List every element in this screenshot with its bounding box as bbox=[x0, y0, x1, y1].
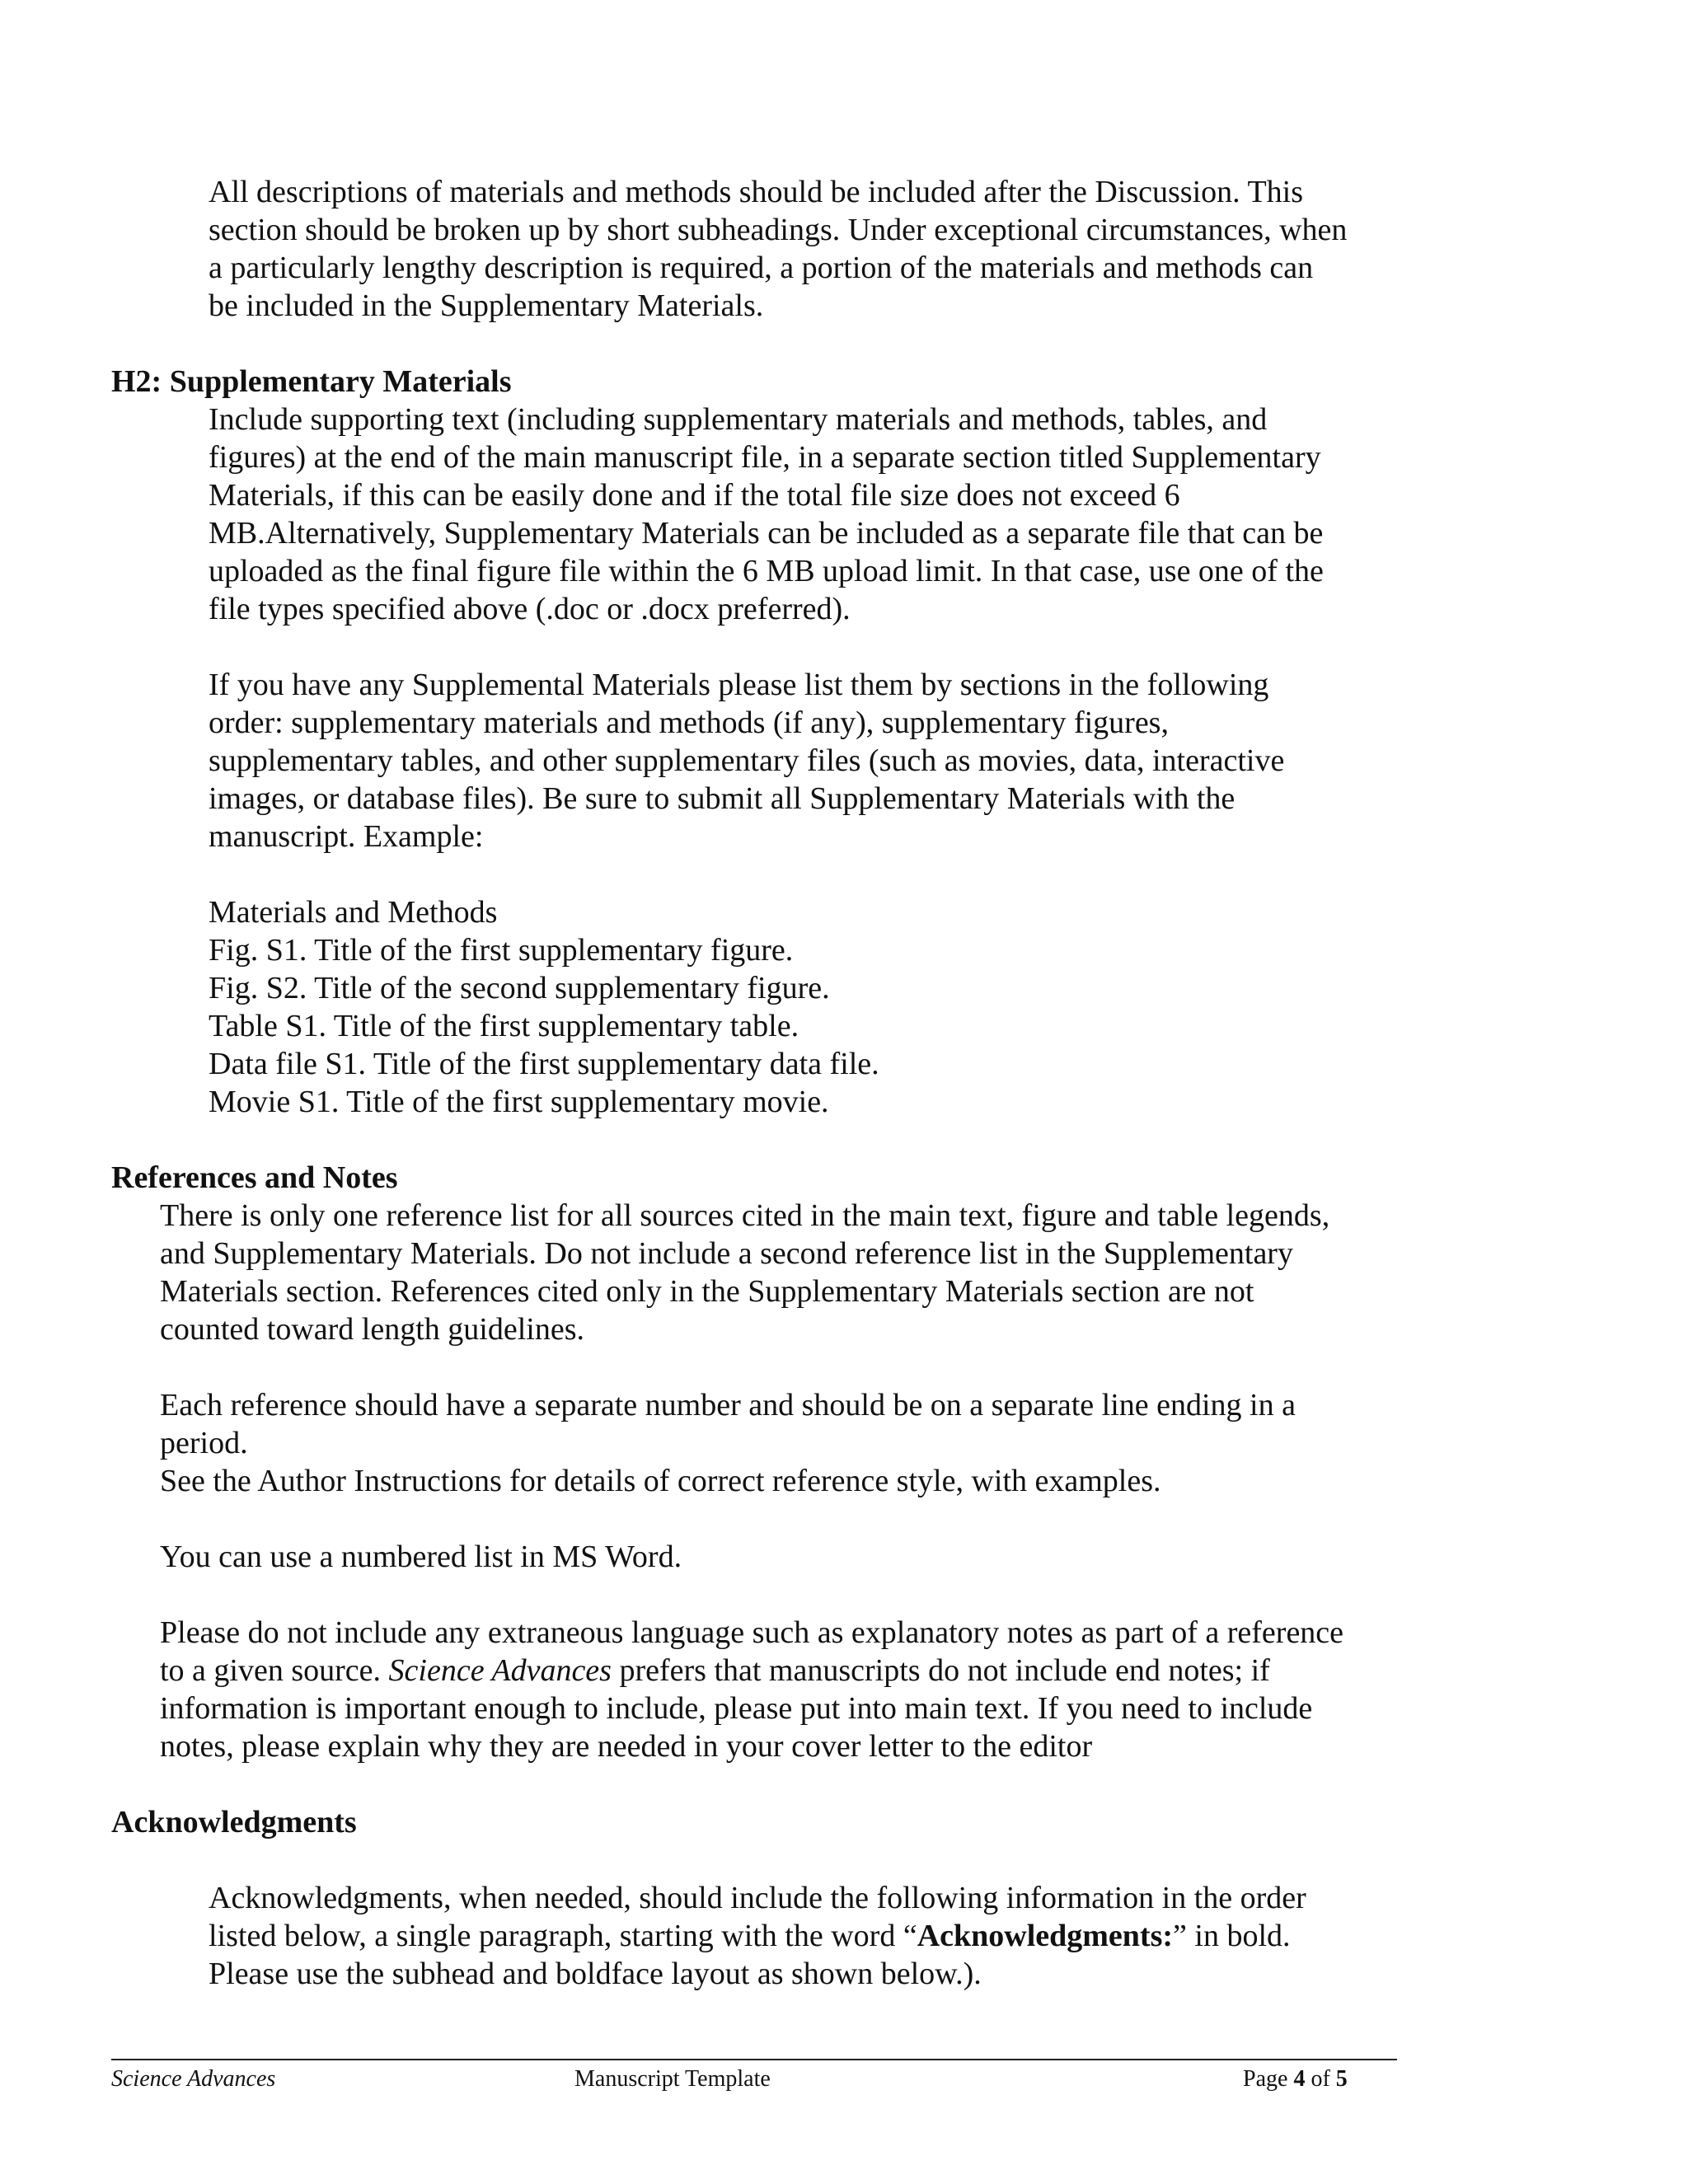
paragraph-line: supplementary tables, and other supplementary files (such as movies, data, interactive bbox=[209, 743, 1285, 778]
page-total: 5 bbox=[1335, 2066, 1348, 2092]
acknowledgments-heading: Acknowledgments bbox=[111, 1805, 357, 1840]
paragraph-line: order: supplementary materials and methods (if any), supplementary figures, bbox=[209, 705, 1169, 740]
example-item: Data file S1. Title of the first supplementary data file. bbox=[209, 1047, 879, 1081]
footer-page-number bbox=[1243, 2065, 1348, 2093]
example-item: Table S1. Title of the first supplementary table. bbox=[209, 1009, 799, 1043]
paragraph-line: If you have any Supplemental Materials please list them by sections in the following bbox=[209, 668, 1269, 702]
paragraph-line: information is important enough to include, please put into main text. If you need to include bbox=[160, 1691, 1313, 1726]
paragraph-line: manuscript. Example: bbox=[209, 819, 484, 854]
references-paragraph-1 bbox=[160, 1197, 1404, 1348]
paragraph-line: Please use the subhead and boldface layout as shown below.). bbox=[209, 1957, 982, 1991]
intro-line: a particularly lengthy description is required, a portion of the materials and methods can bbox=[209, 251, 1314, 285]
paragraph-line: notes, please explain why they are needed in your cover letter to the editor bbox=[160, 1729, 1093, 1764]
journal-name-italic: Science Advances bbox=[388, 1653, 612, 1688]
paragraph-line: There is only one reference list for all sources cited in the main text, figure and table legends, bbox=[160, 1198, 1330, 1233]
paragraph-line: Acknowledgments, when needed, should include the following information in the order bbox=[209, 1881, 1306, 1915]
references-paragraph-2 bbox=[160, 1386, 1404, 1500]
text-run: ” in bold. bbox=[1173, 1919, 1291, 1953]
references-paragraph-3 bbox=[160, 1538, 1404, 1576]
paragraph-line: Please do not include any extraneous language such as explanatory notes as part of a reference bbox=[160, 1615, 1344, 1650]
example-item: Movie S1. Title of the first supplementary movie. bbox=[209, 1085, 829, 1119]
paragraph-line: counted toward length guidelines. bbox=[160, 1312, 584, 1347]
supplementary-example-list bbox=[209, 893, 1404, 1121]
paragraph-line: Each reference should have a separate number and should be on a separate line ending in a bbox=[160, 1388, 1296, 1422]
acknowledgments-paragraph bbox=[209, 1879, 1404, 1993]
paragraph-line: Include supporting text (including supplementary materials and methods, tables, and bbox=[209, 402, 1268, 437]
intro-line: section should be broken up by short subheadings. Under exceptional circumstances, when bbox=[209, 213, 1348, 247]
text-run: to a given source. bbox=[160, 1653, 389, 1688]
supplementary-paragraph-1 bbox=[209, 401, 1404, 628]
page-of: of bbox=[1305, 2066, 1336, 2092]
example-item: Materials and Methods bbox=[209, 895, 498, 930]
paragraph-line: figures) at the end of the main manuscript file, in a separate section titled Supplementary bbox=[209, 440, 1321, 475]
page-current: 4 bbox=[1293, 2066, 1306, 2092]
paragraph-line: uploaded as the final figure file within the 6 MB upload limit. In that case, use one of the bbox=[209, 554, 1324, 588]
paragraph-line: See the Author Instructions for details of correct reference style, with examples. bbox=[160, 1464, 1161, 1498]
paragraph-line: You can use a numbered list in MS Word. bbox=[160, 1540, 682, 1574]
paragraph-line bbox=[209, 1917, 1404, 1955]
acknowledgments-bold-word: Acknowledgments: bbox=[917, 1919, 1174, 1953]
intro-line: All descriptions of materials and methods should be included after the Discussion. This bbox=[209, 175, 1303, 209]
example-item: Fig. S2. Title of the second supplementary figure. bbox=[209, 971, 830, 1005]
references-heading: References and Notes bbox=[111, 1160, 398, 1195]
supplementary-paragraph-2 bbox=[209, 666, 1404, 855]
text-run: prefers that manuscripts do not include end notes; if bbox=[611, 1653, 1270, 1688]
footer-journal: Science Advances bbox=[111, 2066, 276, 2092]
intro-line: be included in the Supplementary Materials. bbox=[209, 288, 764, 323]
supplementary-heading: H2: Supplementary Materials bbox=[111, 364, 512, 399]
page-label: Page bbox=[1243, 2066, 1294, 2092]
intro-paragraph bbox=[209, 173, 1404, 325]
references-paragraph-4 bbox=[160, 1614, 1404, 1765]
paragraph-line: and Supplementary Materials. Do not include a second reference list in the Supplementary bbox=[160, 1236, 1293, 1271]
paragraph-line: Materials section. References cited only in the Supplementary Materials section are not bbox=[160, 1274, 1254, 1309]
paragraph-line: Materials, if this can be easily done and if the total file size does not exceed 6 bbox=[209, 478, 1180, 513]
footer-divider bbox=[111, 2059, 1397, 2060]
paragraph-line: period. bbox=[160, 1426, 248, 1460]
footer-template-name: Manuscript Template bbox=[574, 2066, 771, 2092]
text-run: listed below, a single paragraph, starting with the word “ bbox=[209, 1919, 917, 1953]
paragraph-line bbox=[160, 1652, 1404, 1690]
paragraph-line: MB.Alternatively, Supplementary Materials can be included as a separate file that can be bbox=[209, 516, 1324, 551]
example-item: Fig. S1. Title of the first supplementary figure. bbox=[209, 933, 794, 968]
paragraph-line: file types specified above (.doc or .docx preferred). bbox=[209, 592, 851, 626]
paragraph-line: images, or database files). Be sure to submit all Supplementary Materials with the bbox=[209, 781, 1236, 816]
